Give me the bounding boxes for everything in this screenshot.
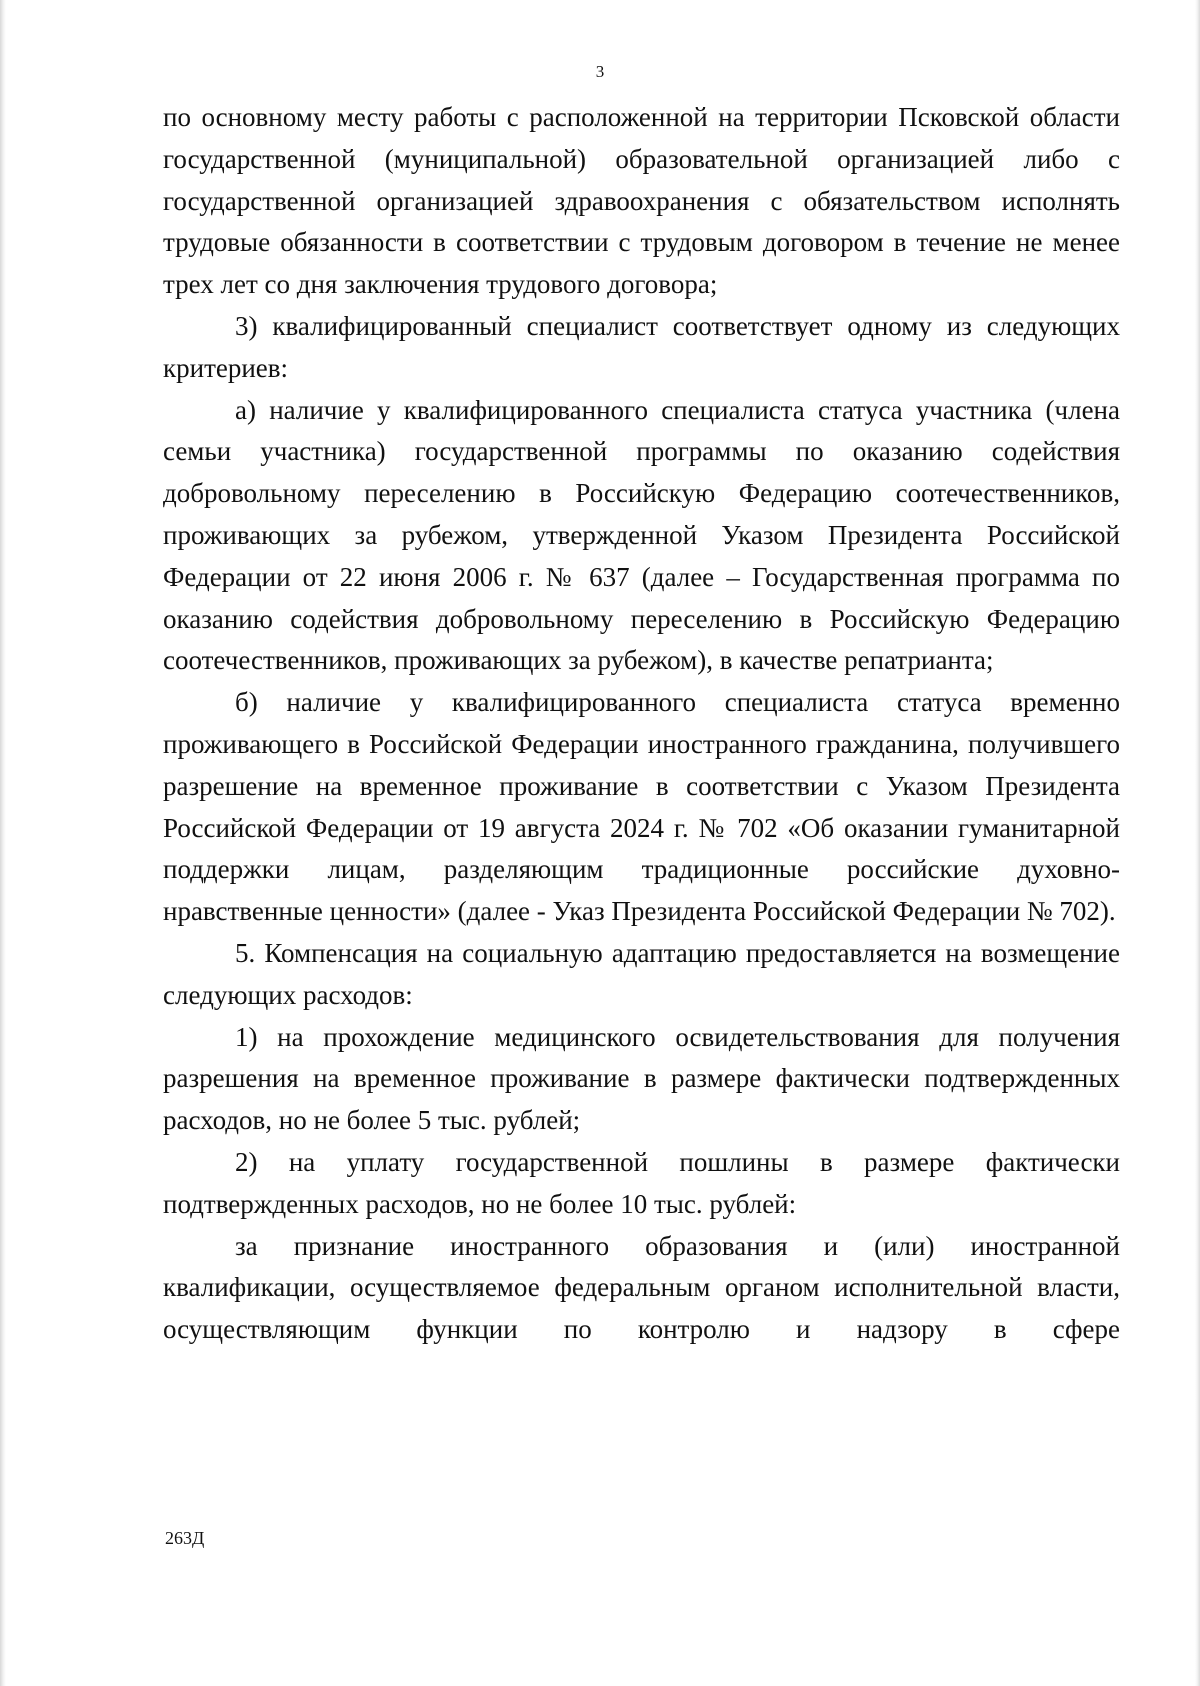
paragraph-subitem-1: 1) на прохождение медицинского освидетельствования для получения разрешения на временное проживание в размере фактически подтвержденных расходов, но не более 5 тыс. рублей;	[163, 1021, 1120, 1136]
paragraph-criterion-a: а) наличие у квалифицированного специалиста статуса участника (члена семьи участника) государственной программы по оказанию содействия добровольному переселению в Российскую Федерацию соотечественников, проживающих за рубежом, утвержденной Указом Президента Российской Федерации от 22 июня 2006 г. № 637 (далее – Государственная программа по оказанию содействия добровольному переселению в Российскую Федерацию соотечественников, проживающих за рубежом), в качестве репатрианта;	[163, 394, 1120, 676]
document-body	[163, 97, 1120, 1351]
paragraph-subitem-2: 2) на уплату государственной пошлины в размере фактически подтвержденных расходов, но не более 10 тыс. рублей:	[163, 1146, 1120, 1219]
scan-edge-right	[1195, 0, 1200, 1686]
page-number: 3	[595, 62, 605, 81]
paragraph-employment-obligation: по основному месту работы с расположенной на территории Псковской области государственной (муниципальной) образовательной организацией либо с государственной организацией здравоохранения с обязательством исполнять трудовые обязанности в соответствии с трудовым договором в течение не менее трех лет со дня заключения трудового договора;	[163, 102, 1120, 300]
paragraph-foreign-education: за признание иностранного образования и (или) иностранной квалификации, осуществляемое федеральным органом исполнительной власти, осуществляющим функции по контролю и надзору в сфере	[163, 1230, 1120, 1345]
paragraph-criterion-b: б) наличие у квалифицированного специалиста статуса временно проживающего в Российской Федерации иностранного гражданина, получившего разрешение на временное проживание в соответствии с Указом Президента Российской Федерации от 19 августа 2024 г. № 702 «Об оказании гуманитарной поддержки лицам, разделяющим традиционные российские духовно-нравственные ценности» (далее - Указ Президента Российской Федерации № 702).	[163, 687, 1120, 927]
scan-edge-left	[0, 0, 6, 1686]
footer-document-code: 263Д	[165, 1528, 205, 1548]
paragraph-item-5: 5. Компенсация на социальную адаптацию предоставляется на возмещение следующих расходов:	[163, 937, 1120, 1010]
paragraph-criteria-intro: 3) квалифицированный специалист соответствует одному из следующих критериев:	[163, 310, 1120, 383]
